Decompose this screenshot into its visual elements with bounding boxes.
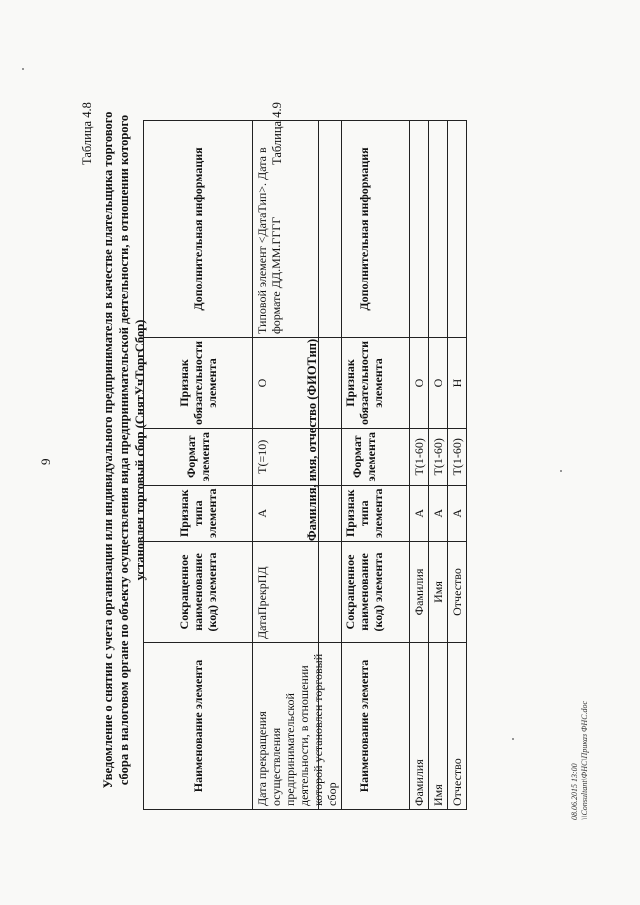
page-number: 9: [38, 458, 53, 465]
header-element-name: Наименование элемента: [319, 643, 410, 810]
document-heading: Уведомление о снятии с учета организации или индивидуального предпринимателя в качестве плательщика торгового сбора в налоговом органе по объекту осуществления вида предпринимательской деятельности, в отношении которого установлен торговый сбор (СнятУчТоргСбор): [101, 111, 147, 789]
cell-mandatory-flag: О: [410, 337, 429, 428]
footer-date: 08.06.2015 13:00: [570, 763, 579, 820]
document-footer: [570, 701, 590, 820]
cell-element-name: Дата прекращения осуществления предпринимательской деятельности, в отношении которой установлен торговый сбор: [253, 643, 342, 810]
cell-type-flag: А: [253, 485, 342, 541]
footer-path: \\Consultant\ФНС\Приказ ФНС.doc: [580, 700, 589, 820]
table-4-9-caption: Таблица 4.9: [270, 102, 284, 165]
header-short-name: Сокращенное наименование (код) элемента: [319, 542, 410, 643]
cell-short-name: Фамилия: [410, 542, 429, 643]
cell-short-name: Имя: [429, 542, 448, 643]
cell-format: T(1-60): [448, 429, 467, 485]
cell-element-name: Имя: [429, 643, 448, 810]
table-row: [410, 120, 429, 809]
table-header-row: [144, 120, 253, 809]
header-format: Формат элемента: [144, 429, 253, 485]
header-short-name: Сокращенное наименование (код) элемента: [144, 542, 253, 643]
header-mandatory-flag: Признак обязательности элемента: [144, 337, 253, 428]
header-additional-info: Дополнительная информация: [144, 120, 253, 337]
cell-element-name: Фамилия: [410, 643, 429, 810]
table-row: [448, 120, 467, 809]
cell-type-flag: А: [448, 485, 467, 541]
header-element-name: Наименование элемента: [144, 643, 253, 810]
header-type-flag: Признак типа элемента: [319, 485, 410, 541]
table-header-row: [319, 120, 410, 809]
header-additional-info: Дополнительная информация: [319, 120, 410, 337]
cell-additional-info: [429, 120, 448, 337]
table-4-9-title: Фамилия, имя, отчество (ФИОТип): [305, 338, 319, 542]
cell-short-name: ДатаПрекрПД: [253, 542, 342, 643]
table-4-9: [318, 120, 467, 810]
table-4-8-caption: Таблица 4.8: [80, 102, 94, 165]
scan-speck: [512, 738, 514, 740]
cell-format: T(=10): [253, 429, 342, 485]
cell-type-flag: А: [410, 485, 429, 541]
cell-additional-info: Типовой элемент <ДатаТип>. Дата в формате ДД.ММ.ГГГГ: [253, 120, 342, 337]
scan-speck: [22, 68, 24, 70]
scan-speck: [560, 470, 562, 472]
header-type-flag: Признак типа элемента: [144, 485, 253, 541]
table-row: [429, 120, 448, 809]
cell-format: T(1-60): [410, 429, 429, 485]
cell-element-name: Отчество: [448, 643, 467, 810]
cell-mandatory-flag: О: [253, 337, 342, 428]
cell-type-flag: А: [429, 485, 448, 541]
cell-short-name: Отчество: [448, 542, 467, 643]
header-mandatory-flag: Признак обязательности элемента: [319, 337, 410, 428]
cell-mandatory-flag: О: [429, 337, 448, 428]
cell-additional-info: [448, 120, 467, 337]
header-format: Формат элемента: [319, 429, 410, 485]
cell-additional-info: [410, 120, 429, 337]
cell-format: T(1-60): [429, 429, 448, 485]
cell-mandatory-flag: Н: [448, 337, 467, 428]
